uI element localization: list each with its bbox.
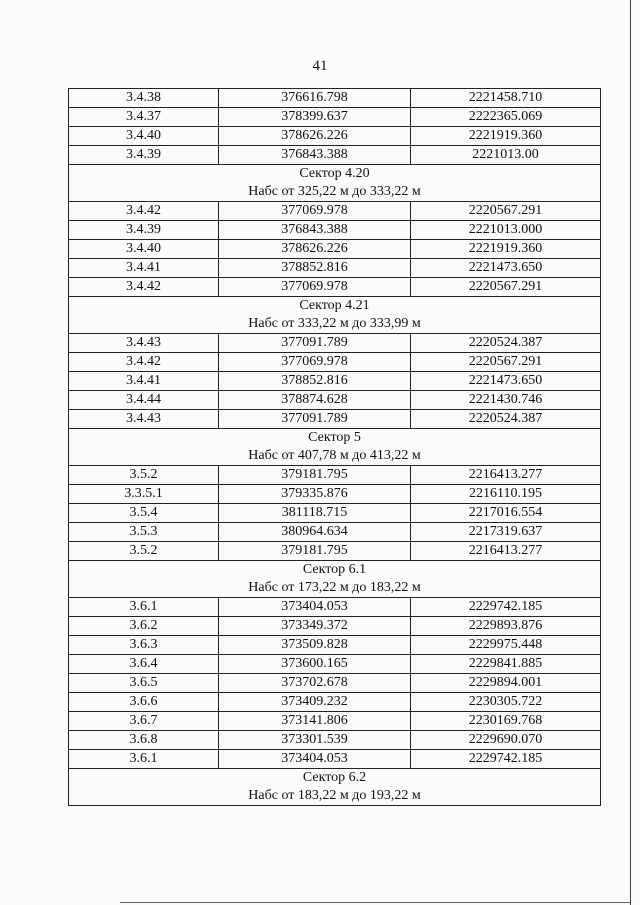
table-row (69, 636, 601, 655)
height-range-row (69, 447, 601, 466)
height-range: Набс от 325,22 м до 333,22 м (69, 183, 601, 202)
y-coordinate-cell: 2222365.069 (411, 108, 601, 127)
point-id-cell: 3.6.1 (69, 598, 219, 617)
x-coordinate-cell: 376616.798 (219, 89, 411, 108)
y-coordinate-cell: 2229742.185 (411, 750, 601, 769)
height-range-row (69, 579, 601, 598)
point-id-cell: 3.5.2 (69, 466, 219, 485)
height-range: Набс от 173,22 м до 183,22 м (69, 579, 601, 598)
point-id-cell: 3.4.42 (69, 202, 219, 221)
sector-title: Сектор 6.2 (69, 769, 601, 788)
point-id-cell: 3.5.3 (69, 523, 219, 542)
table-row (69, 89, 601, 108)
coordinates-table (68, 88, 601, 806)
table-row (69, 391, 601, 410)
sector-title: Сектор 5 (69, 429, 601, 448)
y-coordinate-cell: 2229841.885 (411, 655, 601, 674)
x-coordinate-cell: 377091.789 (219, 410, 411, 429)
x-coordinate-cell: 373509.828 (219, 636, 411, 655)
point-id-cell: 3.6.7 (69, 712, 219, 731)
point-id-cell: 3.6.3 (69, 636, 219, 655)
point-id-cell: 3.5.2 (69, 542, 219, 561)
table-row (69, 372, 601, 391)
point-id-cell: 3.4.41 (69, 259, 219, 278)
sector-title: Сектор 4.21 (69, 297, 601, 316)
page-edge-right (630, 0, 631, 905)
y-coordinate-cell: 2216413.277 (411, 466, 601, 485)
y-coordinate-cell: 2229975.448 (411, 636, 601, 655)
point-id-cell: 3.4.40 (69, 240, 219, 259)
table-row (69, 127, 601, 146)
point-id-cell: 3.6.4 (69, 655, 219, 674)
point-id-cell: 3.4.42 (69, 278, 219, 297)
x-coordinate-cell: 373409.232 (219, 693, 411, 712)
point-id-cell: 3.6.5 (69, 674, 219, 693)
sector-header-row (69, 561, 601, 580)
sector-title: Сектор 6.1 (69, 561, 601, 580)
x-coordinate-cell: 377091.789 (219, 334, 411, 353)
x-coordinate-cell: 373141.806 (219, 712, 411, 731)
point-id-cell: 3.4.39 (69, 221, 219, 240)
y-coordinate-cell: 2216110.195 (411, 485, 601, 504)
x-coordinate-cell: 377069.978 (219, 278, 411, 297)
y-coordinate-cell: 2230169.768 (411, 712, 601, 731)
point-id-cell: 3.6.6 (69, 693, 219, 712)
height-range-row (69, 183, 601, 202)
point-id-cell: 3.4.38 (69, 89, 219, 108)
height-range: Набс от 183,22 м до 193,22 м (69, 787, 601, 806)
point-id-cell: 3.4.39 (69, 146, 219, 165)
table-row (69, 334, 601, 353)
table-row (69, 617, 601, 636)
x-coordinate-cell: 373349.372 (219, 617, 411, 636)
y-coordinate-cell: 2221013.00 (411, 146, 601, 165)
x-coordinate-cell: 378874.628 (219, 391, 411, 410)
y-coordinate-cell: 2221919.360 (411, 127, 601, 146)
height-range: Набс от 407,78 м до 413,22 м (69, 447, 601, 466)
sector-title: Сектор 4.20 (69, 165, 601, 184)
y-coordinate-cell: 2229690.070 (411, 731, 601, 750)
x-coordinate-cell: 378626.226 (219, 240, 411, 259)
table-row (69, 221, 601, 240)
point-id-cell: 3.3.5.1 (69, 485, 219, 504)
y-coordinate-cell: 2217319.637 (411, 523, 601, 542)
x-coordinate-cell: 378399.637 (219, 108, 411, 127)
x-coordinate-cell: 377069.978 (219, 353, 411, 372)
sector-header-row (69, 165, 601, 184)
table-row (69, 655, 601, 674)
y-coordinate-cell: 2229893.876 (411, 617, 601, 636)
y-coordinate-cell: 2221473.650 (411, 372, 601, 391)
table-row (69, 466, 601, 485)
point-id-cell: 3.5.4 (69, 504, 219, 523)
x-coordinate-cell: 378852.816 (219, 372, 411, 391)
y-coordinate-cell: 2229894.001 (411, 674, 601, 693)
y-coordinate-cell: 2220567.291 (411, 278, 601, 297)
y-coordinate-cell: 2220524.387 (411, 410, 601, 429)
y-coordinate-cell: 2221013.000 (411, 221, 601, 240)
height-range: Набс от 333,22 м до 333,99 м (69, 315, 601, 334)
x-coordinate-cell: 376843.388 (219, 221, 411, 240)
table-row (69, 108, 601, 127)
height-range-row (69, 315, 601, 334)
table-row (69, 731, 601, 750)
point-id-cell: 3.6.1 (69, 750, 219, 769)
table-row (69, 485, 601, 504)
table-row (69, 750, 601, 769)
table-row (69, 202, 601, 221)
point-id-cell: 3.6.2 (69, 617, 219, 636)
x-coordinate-cell: 381118.715 (219, 504, 411, 523)
y-coordinate-cell: 2230305.722 (411, 693, 601, 712)
table-row (69, 693, 601, 712)
point-id-cell: 3.4.43 (69, 334, 219, 353)
y-coordinate-cell: 2220567.291 (411, 353, 601, 372)
y-coordinate-cell: 2217016.554 (411, 504, 601, 523)
table-row (69, 259, 601, 278)
y-coordinate-cell: 2229742.185 (411, 598, 601, 617)
table-row (69, 278, 601, 297)
x-coordinate-cell: 378626.226 (219, 127, 411, 146)
y-coordinate-cell: 2221919.360 (411, 240, 601, 259)
sector-header-row (69, 769, 601, 788)
x-coordinate-cell: 379335.876 (219, 485, 411, 504)
point-id-cell: 3.6.8 (69, 731, 219, 750)
sector-header-row (69, 297, 601, 316)
table-row (69, 353, 601, 372)
point-id-cell: 3.4.42 (69, 353, 219, 372)
y-coordinate-cell: 2216413.277 (411, 542, 601, 561)
x-coordinate-cell: 377069.978 (219, 202, 411, 221)
y-coordinate-cell: 2221430.746 (411, 391, 601, 410)
x-coordinate-cell: 373702.678 (219, 674, 411, 693)
point-id-cell: 3.4.37 (69, 108, 219, 127)
y-coordinate-cell: 2221458.710 (411, 89, 601, 108)
x-coordinate-cell: 373301.539 (219, 731, 411, 750)
page-edge-bottom (120, 902, 630, 903)
table-row (69, 542, 601, 561)
x-coordinate-cell: 373404.053 (219, 750, 411, 769)
sector-header-row (69, 429, 601, 448)
table-row (69, 146, 601, 165)
point-id-cell: 3.4.44 (69, 391, 219, 410)
height-range-row (69, 787, 601, 806)
table-row (69, 240, 601, 259)
x-coordinate-cell: 373404.053 (219, 598, 411, 617)
table-row (69, 712, 601, 731)
x-coordinate-cell: 373600.165 (219, 655, 411, 674)
table-row (69, 674, 601, 693)
x-coordinate-cell: 379181.795 (219, 542, 411, 561)
point-id-cell: 3.4.43 (69, 410, 219, 429)
table-row (69, 523, 601, 542)
y-coordinate-cell: 2220524.387 (411, 334, 601, 353)
x-coordinate-cell: 380964.634 (219, 523, 411, 542)
point-id-cell: 3.4.40 (69, 127, 219, 146)
page-number: 41 (312, 58, 328, 74)
x-coordinate-cell: 378852.816 (219, 259, 411, 278)
x-coordinate-cell: 376843.388 (219, 146, 411, 165)
coordinates-table-body (69, 89, 601, 806)
y-coordinate-cell: 2220567.291 (411, 202, 601, 221)
x-coordinate-cell: 379181.795 (219, 466, 411, 485)
table-row (69, 504, 601, 523)
table-row (69, 410, 601, 429)
y-coordinate-cell: 2221473.650 (411, 259, 601, 278)
table-row (69, 598, 601, 617)
point-id-cell: 3.4.41 (69, 372, 219, 391)
